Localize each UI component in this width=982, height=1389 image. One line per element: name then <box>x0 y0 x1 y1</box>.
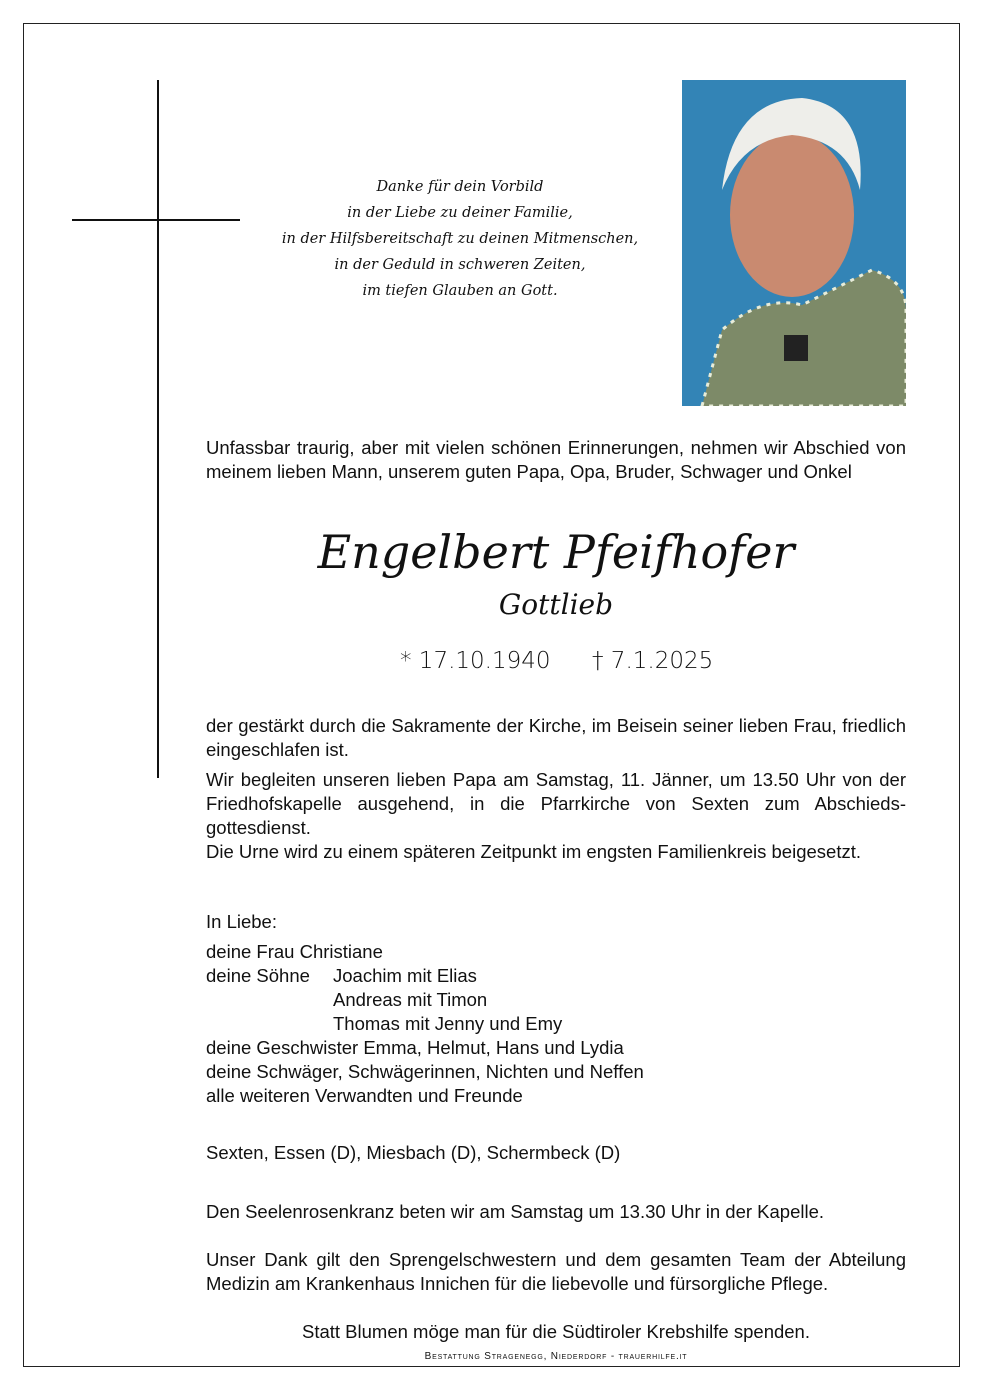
thanks-text: Unser Dank gilt den Sprengelschwestern und dem gesamten Team der Abteilung Medizin am Krankenhaus Innichen für die liebevolle und fürsorgliche Pflege. <box>206 1249 906 1294</box>
death-date: † 7.1.2025 <box>592 648 714 674</box>
memorial-quote <box>270 174 650 304</box>
rosary-notice: Den Seelenrosenkranz beten wir am Samstag um 13.30 Uhr in der Kapelle. <box>206 1201 825 1222</box>
mourner: deine Frau Christiane <box>206 941 383 962</box>
footer-credit: Bestattung Stragenegg, Niederdorf - trauerhilfe.it <box>424 1351 688 1362</box>
mourner: deine Schwäger, Schwägerinnen, Nichten und Neffen <box>206 1061 644 1082</box>
places: Sexten, Essen (D), Miesbach (D), Schermbeck (D) <box>206 1142 621 1163</box>
deceased-nickname: Gottlieb <box>498 588 614 621</box>
donation-notice: Statt Blumen möge man für die Südtiroler Krebshilfe spenden. <box>301 1321 810 1342</box>
paragraph: der gestärkt durch die Sakramente der Kirche, im Beisein seiner lieben Frau, friedlich eingeschlafen ist. <box>206 715 906 760</box>
main-text <box>206 714 906 864</box>
mourner: Andreas mit Timon <box>333 989 488 1010</box>
paragraph: Die Urne wird zu einem späteren Zeitpunkt im engsten Familienkreis beigesetzt. <box>206 841 861 862</box>
mourners-list <box>206 910 906 1108</box>
mourners-title: In Liebe: <box>206 911 277 932</box>
mourner: deine Geschwister Emma, Helmut, Hans und Lydia <box>206 1037 624 1058</box>
quote-line: im tiefen Glauben an Gott. <box>362 283 558 299</box>
cross-icon-bar <box>72 219 240 221</box>
quote-line: Danke für dein Vorbild <box>376 179 544 195</box>
quote-line: in der Liebe zu deiner Familie, <box>347 205 573 221</box>
birth-date: * 17.10.1940 <box>400 648 551 674</box>
mourner-label: deine Söhne <box>206 965 310 986</box>
mourner: alle weiteren Verwandten und Freunde <box>206 1085 523 1106</box>
quote-line: in der Hilfsbereitschaft zu deinen Mitmenschen, <box>281 231 639 247</box>
quote-line: in der Geduld in schweren Zeiten, <box>334 257 586 273</box>
mourner: Thomas mit Jenny und Emy <box>333 1013 563 1034</box>
cross-icon <box>157 80 159 778</box>
paragraph: Wir begleiten unseren lieben Papa am Samstag, 11. Jänner, um 13.50 Uhr von der Friedhofskapelle ausgehend, in die Pfarrkirche von Sexten zum Abschieds-gottesdienst. <box>206 769 906 838</box>
portrait-photo <box>682 80 906 406</box>
intro-text: Unfassbar traurig, aber mit vielen schönen Erinnerungen, nehmen wir Abschied von meinem lieben Mann, unserem guten Papa, Opa, Bruder, Schwager und Onkel <box>206 437 906 482</box>
mourner: Joachim mit Elias <box>333 965 477 986</box>
deceased-name: Engelbert Pfeifhofer <box>317 525 795 579</box>
